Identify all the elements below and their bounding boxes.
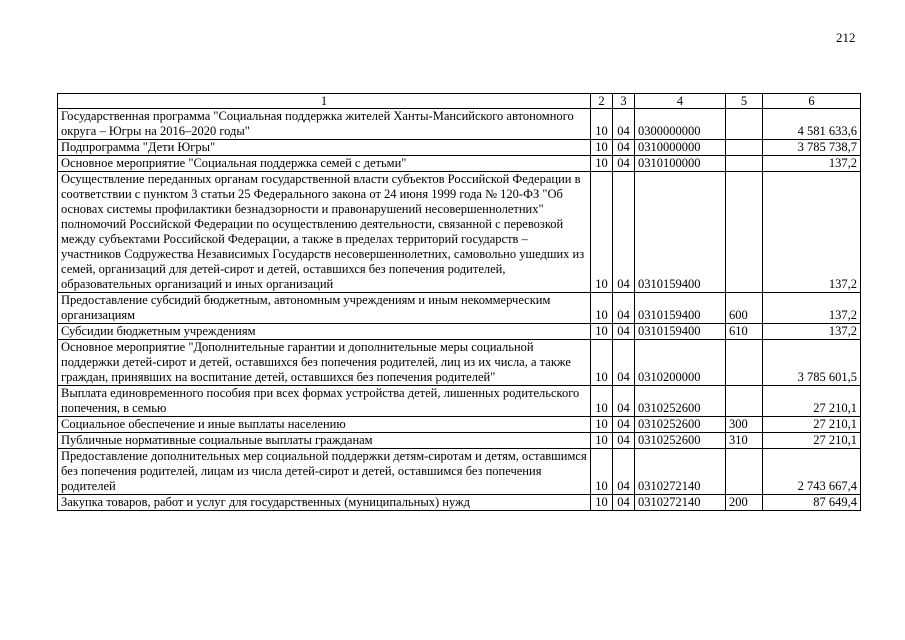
- table-row: [58, 449, 861, 495]
- amount-cell: 27 210,1: [763, 386, 861, 417]
- header-cell: 2: [591, 94, 613, 109]
- section-code-cell: 10: [591, 324, 613, 340]
- section-code-cell: 10: [591, 293, 613, 324]
- expense-type-cell: [726, 156, 763, 172]
- subsection-code-cell: 04: [613, 172, 635, 293]
- target-article-cell: 0310100000: [635, 156, 726, 172]
- section-code-cell: 10: [591, 172, 613, 293]
- subsection-code-cell: 04: [613, 417, 635, 433]
- expense-type-cell: [726, 340, 763, 386]
- target-article-cell: 0310272140: [635, 495, 726, 511]
- subsection-code-cell: 04: [613, 449, 635, 495]
- subsection-code-cell: 04: [613, 140, 635, 156]
- amount-cell: 3 785 738,7: [763, 140, 861, 156]
- target-article-cell: 0310159400: [635, 293, 726, 324]
- item-name-cell: Социальное обеспечение и иные выплаты населению: [58, 417, 591, 433]
- header-cell: 5: [726, 94, 763, 109]
- header-cell: 6: [763, 94, 861, 109]
- section-code-cell: 10: [591, 495, 613, 511]
- table-row: [58, 109, 861, 140]
- subsection-code-cell: 04: [613, 495, 635, 511]
- header-cell: 1: [58, 94, 591, 109]
- amount-cell: 87 649,4: [763, 495, 861, 511]
- amount-cell: 27 210,1: [763, 433, 861, 449]
- item-name-cell: Публичные нормативные социальные выплаты гражданам: [58, 433, 591, 449]
- expense-type-cell: 200: [726, 495, 763, 511]
- section-code-cell: 10: [591, 433, 613, 449]
- header-cell: 3: [613, 94, 635, 109]
- expense-type-cell: 300: [726, 417, 763, 433]
- target-article-cell: 0310200000: [635, 340, 726, 386]
- table-row: [58, 140, 861, 156]
- subsection-code-cell: 04: [613, 433, 635, 449]
- section-code-cell: 10: [591, 340, 613, 386]
- subsection-code-cell: 04: [613, 293, 635, 324]
- item-name-cell: Осуществление переданных органам государственной власти субъектов Российской Федерации в соответствии с пунктом 3 статьи 25 Федерального закона от 24 июня 1999 года № 120-ФЗ "Об основах системы профилактики безнадзорности и правонарушений несовершеннолетних" полномочий Российской Федерации по осуществлению деятельности, связанной с перевозкой между субъектами Российской Федерации, а также в пределах территорий государств – участников Содружества Независимых Государств несовершеннолетних, самовольно ушедших из семей, организаций для детей-сирот и детей, оставшихся без попечения родителей, образовательных организаций и иных организаций: [58, 172, 591, 293]
- target-article-cell: 0310000000: [635, 140, 726, 156]
- item-name-cell: Основное мероприятие "Дополнительные гарантии и дополнительные меры социальной поддержки детей-сирот и детей, оставшихся без попечения родителей, лиц из их числа, а также граждан, принявших на воспитание детей, оставшихся без попечения родителей": [58, 340, 591, 386]
- expense-type-cell: [726, 449, 763, 495]
- item-name-cell: Основное мероприятие "Социальная поддержка семей с детьми": [58, 156, 591, 172]
- amount-cell: 137,2: [763, 172, 861, 293]
- item-name-cell: Предоставление субсидий бюджетным, автономным учреждениям и иным некоммерческим организациям: [58, 293, 591, 324]
- subsection-code-cell: 04: [613, 340, 635, 386]
- subsection-code-cell: 04: [613, 324, 635, 340]
- amount-cell: 27 210,1: [763, 417, 861, 433]
- section-code-cell: 10: [591, 417, 613, 433]
- header-cell: 4: [635, 94, 726, 109]
- table-row: [58, 417, 861, 433]
- table-row: [58, 172, 861, 293]
- target-article-cell: 0310159400: [635, 172, 726, 293]
- table-row: [58, 293, 861, 324]
- item-name-cell: Выплата единовременного пособия при всех формах устройства детей, лишенных родительского попечения, в семью: [58, 386, 591, 417]
- subsection-code-cell: 04: [613, 156, 635, 172]
- table-row: [58, 340, 861, 386]
- target-article-cell: 0310252600: [635, 433, 726, 449]
- target-article-cell: 0310252600: [635, 417, 726, 433]
- item-name-cell: Подпрограмма "Дети Югры": [58, 140, 591, 156]
- target-article-cell: 0310252600: [635, 386, 726, 417]
- table-header-row: [58, 94, 861, 109]
- section-code-cell: 10: [591, 109, 613, 140]
- page-number: 212: [836, 30, 856, 45]
- amount-cell: 2 743 667,4: [763, 449, 861, 495]
- table-row: [58, 495, 861, 511]
- amount-cell: 137,2: [763, 156, 861, 172]
- expense-type-cell: 600: [726, 293, 763, 324]
- subsection-code-cell: 04: [613, 386, 635, 417]
- item-name-cell: Закупка товаров, работ и услуг для государственных (муниципальных) нужд: [58, 495, 591, 511]
- amount-cell: 137,2: [763, 324, 861, 340]
- item-name-cell: Государственная программа "Социальная поддержка жителей Ханты-Мансийского автономного округа – Югры на 2016–2020 годы": [58, 109, 591, 140]
- expense-type-cell: 310: [726, 433, 763, 449]
- expense-type-cell: [726, 140, 763, 156]
- subsection-code-cell: 04: [613, 109, 635, 140]
- section-code-cell: 10: [591, 140, 613, 156]
- amount-cell: 137,2: [763, 293, 861, 324]
- expense-type-cell: [726, 386, 763, 417]
- section-code-cell: 10: [591, 156, 613, 172]
- target-article-cell: 0300000000: [635, 109, 726, 140]
- table-row: [58, 386, 861, 417]
- target-article-cell: 0310272140: [635, 449, 726, 495]
- table-row: [58, 433, 861, 449]
- item-name-cell: Субсидии бюджетным учреждениям: [58, 324, 591, 340]
- budget-table: [57, 93, 861, 511]
- amount-cell: 3 785 601,5: [763, 340, 861, 386]
- section-code-cell: 10: [591, 386, 613, 417]
- expense-type-cell: 610: [726, 324, 763, 340]
- amount-cell: 4 581 633,6: [763, 109, 861, 140]
- expense-type-cell: [726, 109, 763, 140]
- item-name-cell: Предоставление дополнительных мер социальной поддержки детям-сиротам и детям, оставшимся без попечения родителей, лицам из числа детей-сирот и детей, оставшимся без попечения родителей: [58, 449, 591, 495]
- table-row: [58, 324, 861, 340]
- table-row: [58, 156, 861, 172]
- section-code-cell: 10: [591, 449, 613, 495]
- expense-type-cell: [726, 172, 763, 293]
- target-article-cell: 0310159400: [635, 324, 726, 340]
